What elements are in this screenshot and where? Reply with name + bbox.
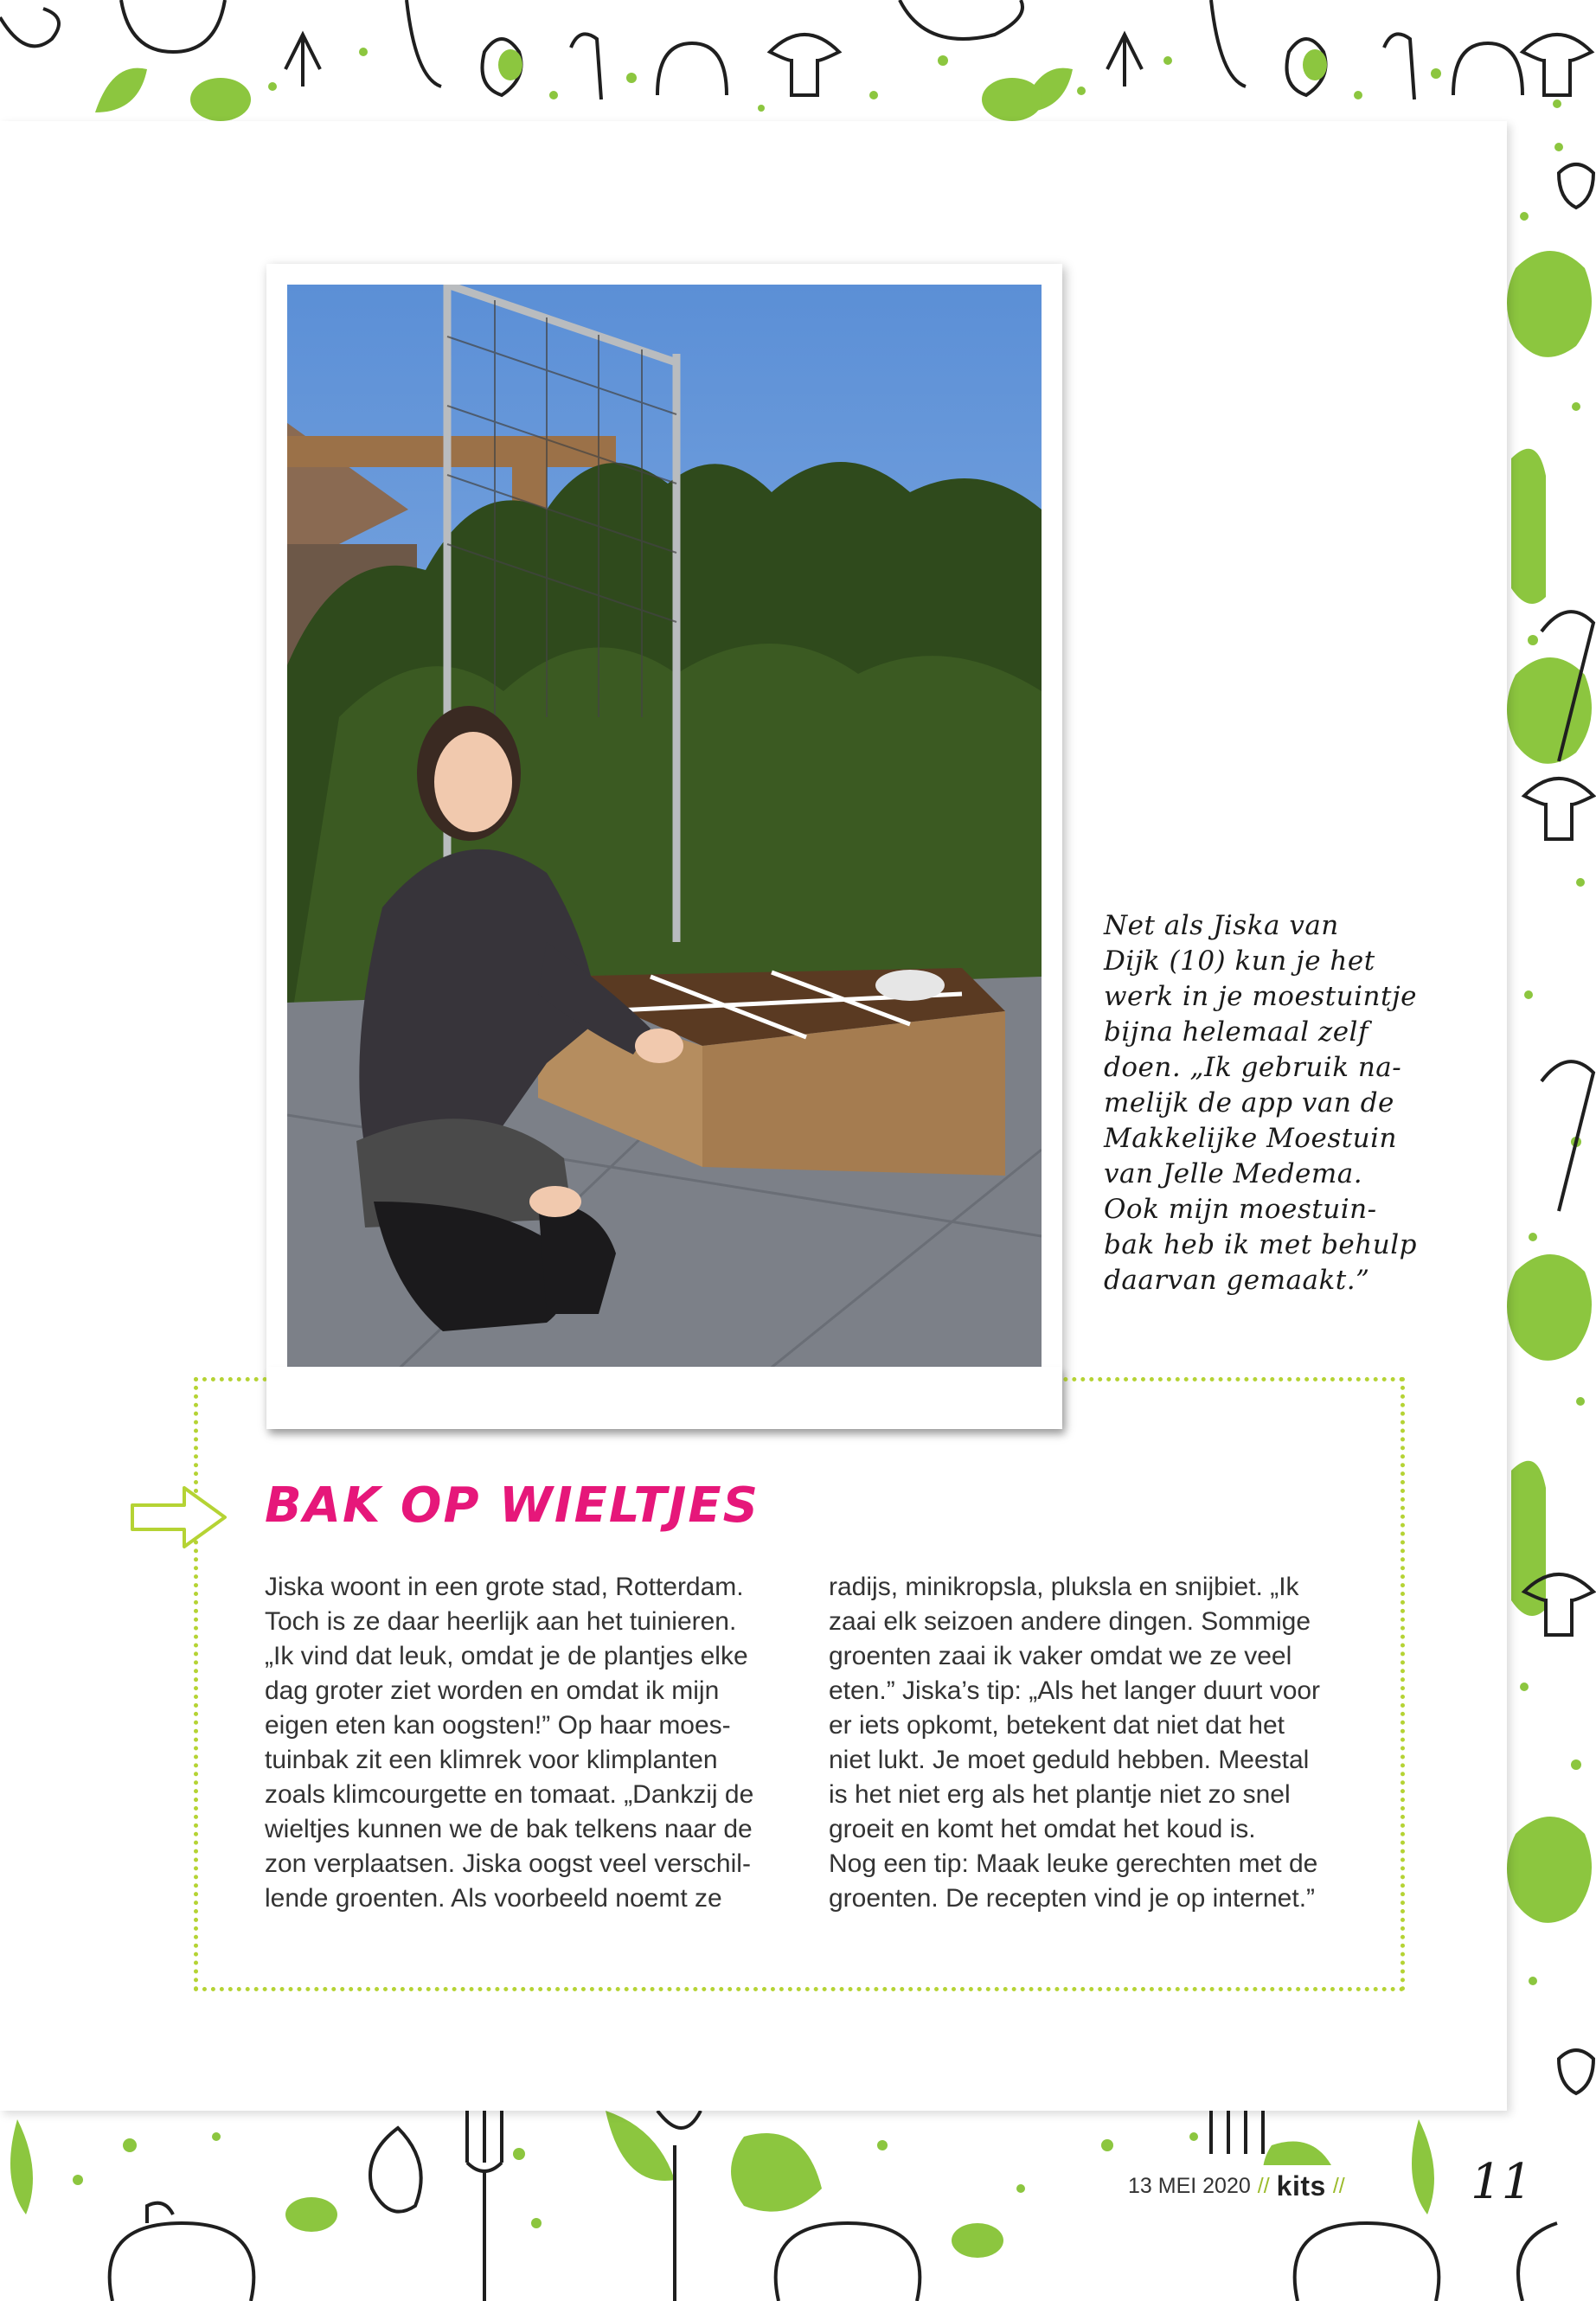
article-heading: BAK OP WIELTJES [265, 1477, 760, 1534]
caption-line: doen. „Ik gebruik na- [1104, 1052, 1402, 1083]
footer-separator: // [1257, 2173, 1270, 2198]
article-line: zaai elk seizoen andere dingen. Sommige [829, 1607, 1311, 1636]
article-line: lende groenten. Als voorbeeld noemt ze [265, 1884, 722, 1913]
girl-with-garden-box-image [287, 285, 1042, 1409]
article-line: eten.” Jiska’s tip: „Als het langer duurt voor [829, 1676, 1321, 1705]
garden-photo [266, 264, 1062, 1429]
article-line: niet lukt. Je moet geduld hebben. Meestal [829, 1746, 1310, 1774]
photo-caption [1104, 908, 1467, 1298]
caption-line: bak heb ik met behulp [1104, 1229, 1417, 1260]
caption-line: Ook mijn moestuin- [1104, 1194, 1377, 1225]
vegetable-pattern-right [1507, 121, 1596, 2111]
article-line: Jiska woont in een grote stad, Rotterdam. [265, 1573, 744, 1601]
caption-line: van Jelle Medema. [1104, 1158, 1363, 1189]
article-line: zoals klimcourgette en tomaat. „Dankzij de [265, 1780, 754, 1809]
article-column-left [265, 1570, 801, 1916]
vegetable-pattern-top [0, 0, 1596, 121]
article-line: tuinbak zit een klimrek voor klimplanten [265, 1746, 718, 1774]
caption-line: Net als Jiska van [1104, 910, 1339, 941]
article-line: „Ik vind dat leuk, omdat je de plantjes elke [265, 1642, 748, 1670]
article-column-right [829, 1570, 1365, 1916]
article-line: groenten zaai ik vaker omdat we ze veel [829, 1642, 1292, 1670]
article-line: groeit en komt het omdat het koud is. [829, 1815, 1256, 1843]
issue-date: 13 MEI 2020 [1128, 2173, 1251, 2198]
article-line: eigen eten kan oogsten!” Op haar moes- [265, 1711, 731, 1740]
article-line: is het niet erg als het plantje niet zo snel [829, 1780, 1291, 1809]
article-line: Nog een tip: Maak leuke gerechten met de [829, 1849, 1318, 1878]
article-line: er iets opkomt, betekent dat niet dat het [829, 1711, 1285, 1740]
article-line: wieltjes kunnen we de bak telkens naar de [265, 1815, 753, 1843]
article-line: Toch is ze daar heerlijk aan het tuinieren. [265, 1607, 737, 1636]
page-footer [1116, 2165, 1357, 2207]
article-line: groenten. De recepten vind je op internet.” [829, 1884, 1316, 1913]
caption-line: werk in je moestuintje [1104, 981, 1417, 1012]
caption-line: bijna helemaal zelf [1104, 1016, 1368, 1048]
article-line: radijs, minikropsla, pluksla en snijbiet. „Ik [829, 1573, 1299, 1601]
footer-separator: // [1332, 2173, 1345, 2198]
article-line: zon verplaatsen. Jiska oogst veel verschil- [265, 1849, 751, 1878]
magazine-brand: kits [1276, 2170, 1326, 2202]
caption-line: Dijk (10) kun je het [1104, 945, 1375, 977]
caption-line: melijk de app van de [1104, 1087, 1394, 1118]
article-line: dag groter ziet worden en omdat ik mijn [265, 1676, 720, 1705]
page-number: 11 [1471, 2154, 1533, 2210]
photo-frame-bottom-edge [266, 1367, 1062, 1429]
arrow-right-outline-icon [128, 1481, 232, 1550]
caption-line: Makkelijke Moestuin [1104, 1123, 1398, 1154]
caption-line: daarvan gemaakt.” [1104, 1265, 1370, 1296]
